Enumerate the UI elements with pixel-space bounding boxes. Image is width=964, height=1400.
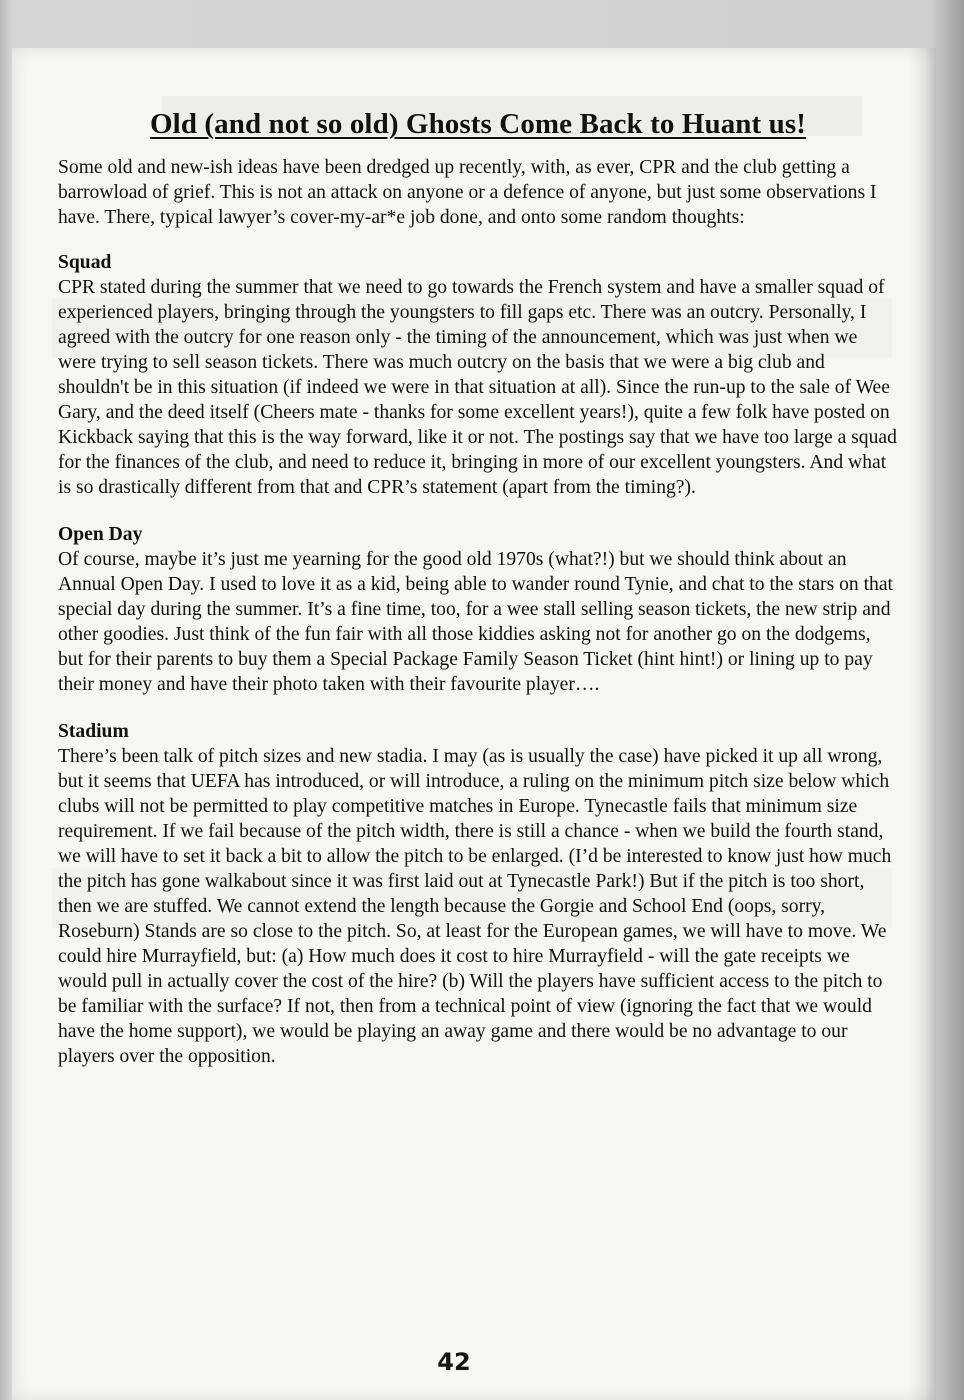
section-body: CPR stated during the summer that we need to go towards the French system and have a smaller squad of experienced players, bringing through the youngsters to fill gaps etc. There was an outcry. Personally, I agreed with the outcry for one reason only - the timing of the announcement, which was just when we were trying to sell season tickets. There was much outcry on the basis that we were a big club and shouldn't be in this situation (if indeed we were in that situation at all). Since the run-up to the sale of Wee Gary, and the deed itself (Cheers mate - thanks for some excellent years!), quite a few folk have posted on Kickback saying that this is the way forward, like it or not. The postings say that we have too large a squad for the finances of the club, and need to reduce it, bringing in more of our excellent youngsters. And what is so drastically different from that and CPR’s statement (apart from the timing?).: [58, 277, 897, 498]
section-heading: Stadium: [58, 721, 129, 742]
section-heading: Squad: [58, 252, 112, 273]
section-heading: Open Day: [58, 524, 143, 545]
section-squad: [58, 250, 898, 500]
magazine-page: [12, 48, 936, 1400]
page-edge-shadow: [910, 48, 936, 1400]
article: [58, 108, 898, 1069]
page-number: 42: [437, 1348, 471, 1376]
article-title: Old (and not so old) Ghosts Come Back to Huant us!: [150, 108, 806, 140]
section-body: Of course, maybe it’s just me yearning for the good old 1970s (what?!) but we should think about an Annual Open Day. I used to love it as a kid, being able to wander round Tynie, and chat to the stars on that special day during the summer. It’s a fine time, too, for a wee stall selling season tickets, the new strip and other goodies. Just think of the fun fair with all those kiddies asking not for another go on the dodgems, but for their parents to buy them a Special Package Family Season Ticket (hint hint!) or lining up to pay their money and have their photo taken with their favourite player….: [58, 549, 893, 695]
section-open-day: [58, 522, 898, 697]
section-stadium: [58, 719, 898, 1069]
article-intro: Some old and new-ish ideas have been dredged up recently, with, as ever, CPR and the club getting a barrowload of grief. This is not an attack on anyone or a defence of anyone, but just some observations I have. There, typical lawyer’s cover-my-ar*e job done, and onto some random thoughts:: [58, 157, 877, 228]
section-body: There’s been talk of pitch sizes and new stadia. I may (as is usually the case) have picked it up all wrong, but it seems that UEFA has introduced, or will introduce, a ruling on the minimum pitch size below which clubs will not be permitted to play competitive matches in Europe. Tynecastle fails that minimum size requirement. If we fail because of the pitch width, there is still a chance - when we build the fourth stand, we will have to set it back a bit to allow the pitch to be enlarged. (I’d be interested to know just how much the pitch has gone walkabout since it was first laid out at Tynecastle Park!) But if the pitch is too short, then we are stuffed. We cannot extend the length because the Gorgie and School End (oops, sorry, Roseburn) Stands are so close to the pitch. So, at least for the European games, we will have to move. We could hire Murrayfield, but: (a) How much does it cost to hire Murrayfield - will the gate receipts we would pull in actually cover the cost of the hire? (b) Will the players have sufficient access to the pitch to be familiar with the surface? If not, then from a technical point of view (ignoring the fact that we would have the home support), we would be playing an away game and there would be no advantage to our players over the opposition.: [58, 746, 892, 1067]
